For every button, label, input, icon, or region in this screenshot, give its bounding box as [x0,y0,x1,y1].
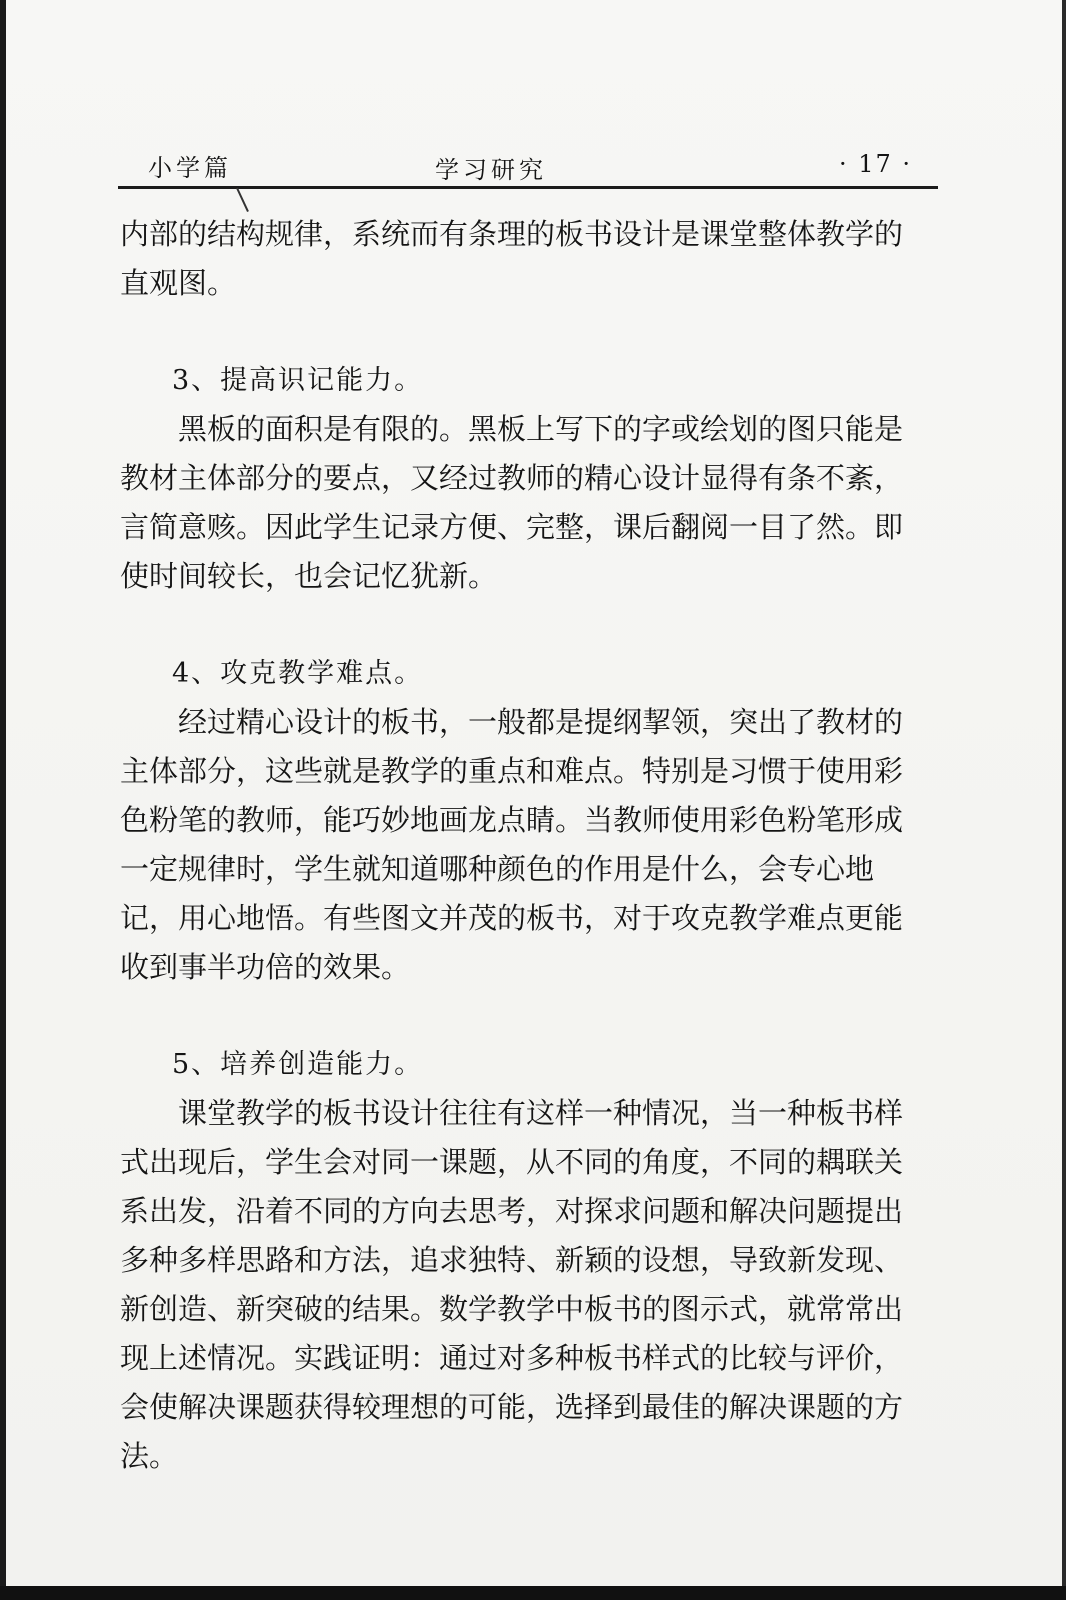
header-rule [118,186,938,189]
section-paragraph-5: 课堂教学的板书设计往往有这样一种情况，当一种板书样式出现后，学生会对同一课题，从不同的角度，不同的耦联关系出发，沿着不同的方向去思考，对探求问题和解决问题提出多种多样思路和方法，追求独特、新颖的设想，导致新发现、新创造、新突破的结果。数学教学中板书的图示式，就常常出现上述情况。实践证明：通过对多种板书样式的比较与评价，会使解决课题获得较理想的可能，选择到最佳的解决课题的方法。 [120,1096,904,1473]
section-heading-5: 5、培养创造能力。 [172,1049,424,1080]
scan-edge-right [1062,0,1066,1600]
header-book-title: 学习研究 [435,156,547,184]
page-body [120,210,930,1481]
section-heading-3: 3、提高识记能力。 [172,365,424,396]
scan-edge-left [0,0,6,1600]
section-heading-4: 4、攻克教学难点。 [172,658,424,689]
section-paragraph-3: 黑板的面积是有限的。黑板上写下的字或绘划的图只能是教材主体部分的要点，又经过教师的精心设计显得有条不紊，言简意赅。因此学生记录方便、完整，课后翻阅一目了然。即使时间较长，也会记忆犹新。 [120,412,904,593]
running-header [120,140,940,184]
pen-mark [236,188,249,212]
section-paragraph-4: 经过精心设计的板书，一般都是提纲挈领，突出了教材的主体部分，这些就是教学的重点和难点。特别是习惯于使用彩色粉笔的教师，能巧妙地画龙点睛。当教师使用彩色粉笔形成一定规律时，学生就知道哪种颜色的作用是什么，会专心地记，用心地悟。有些图文并茂的板书，对于攻克教学难点更能收到事半功倍的效果。 [120,705,904,984]
scan-edge-bottom [0,1586,1066,1600]
header-section-title: 小学篇 [148,154,232,182]
page-number: · 17 · [838,150,912,178]
intro-paragraph: 内部的结构规律，系统而有条理的板书设计是课堂整体教学的直观图。 [120,217,904,300]
